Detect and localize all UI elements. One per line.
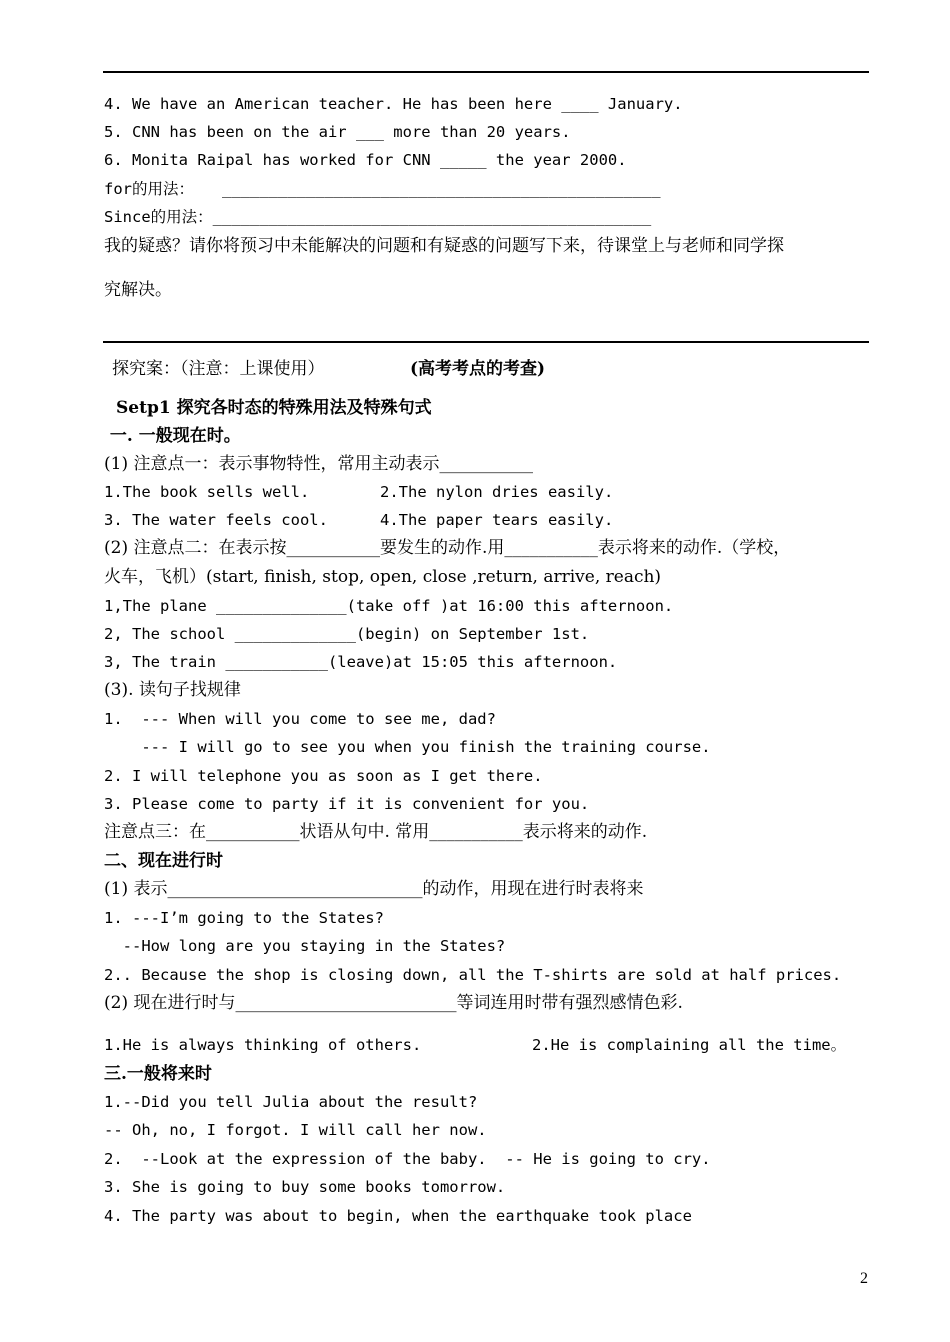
section-head-left: 探究案：（注意：上课使用）: [112, 359, 325, 379]
part1-note3: (3). 读句子找规律: [104, 680, 241, 700]
example-line: 1.The book sells well.: [104, 483, 310, 501]
part2-title: 二、现在进行时: [104, 851, 223, 871]
read-line: 2. I will telephone you as soon as I get there.: [104, 767, 543, 785]
example-line: 1. ---I’m going to the States?: [104, 909, 384, 927]
read-line: 3. Please come to party if it is convenient for you.: [104, 795, 590, 813]
part1-title: 一. 一般现在时。: [104, 426, 241, 446]
fill-line: 1,The plane ______________(take off )at 16:00 this afternoon.: [104, 597, 674, 615]
doubt-line: 究解决。: [104, 280, 172, 300]
fill-line: 3, The train ___________(leave)at 15:05 this afternoon.: [104, 653, 618, 671]
part1-note1: (1) 注意点一：表示事物特性，常用主动表示___________: [104, 454, 533, 474]
example-line: -- Oh, no, I forgot. I will call her now.: [104, 1121, 487, 1139]
example-line: 3. The water feels cool.: [104, 511, 328, 529]
part2-note1: (1) 表示______________________________的动作，用现在进行时表将来: [104, 879, 644, 899]
example-line: 2.The nylon dries easily.: [380, 483, 614, 501]
for-usage-line: for的用法： _______________________________________________: [104, 180, 661, 198]
since-usage-line: Since的用法：_______________________________________________: [104, 208, 652, 226]
exercise-line: 4. We have an American teacher. He has been here ____ January.: [104, 95, 683, 113]
exercise-line: 5. CNN has been on the air ___ more than 20 years.: [104, 123, 571, 141]
exercise-line: 6. Monita Raipal has worked for CNN _____ the year 2000.: [104, 151, 627, 169]
doubt-line: 我的疑惑？请你将预习中未能解决的问题和有疑惑的问题写下来，待课堂上与老师和同学探: [104, 236, 784, 256]
part3-title: 三.一般将来时: [104, 1064, 212, 1084]
example-line: 1.He is always thinking of others.: [104, 1036, 422, 1054]
example-line: 1.--Did you tell Julia about the result?: [104, 1093, 478, 1111]
part1-note2: (2) 注意点二：在表示按___________要发生的动作.用___________表示将来的动作.（学校，: [104, 538, 791, 558]
fill-line: 2, The school _____________(begin) on September 1st.: [104, 625, 590, 643]
middle-rule: [103, 341, 869, 343]
step1-title: Setp1 探究各时态的特殊用法及特殊句式: [116, 398, 432, 418]
example-line: --How long are you staying in the States?: [104, 937, 506, 955]
read-line: 1. --- When will you come to see me, dad?: [104, 710, 496, 728]
example-line: 3. She is going to buy some books tomorrow.: [104, 1178, 506, 1196]
page-number: 2: [860, 1270, 868, 1287]
read-line: --- I will go to see you when you finish the training course.: [104, 738, 711, 756]
example-line: 2.He is complaining all the time。: [532, 1036, 847, 1054]
example-line: 4. The party was about to begin, when the earthquake took place: [104, 1207, 692, 1225]
example-line: 4.The paper tears easily.: [380, 511, 614, 529]
section-head-right: (高考考点的考查): [410, 359, 546, 379]
part1-note2: 火车，飞机）(start, finish, stop, open, close ,return, arrive, reach): [104, 567, 662, 587]
part2-note2: (2) 现在进行时与__________________________等词连用时带有强烈感情色彩.: [104, 993, 683, 1013]
example-line: 2. --Look at the expression of the baby. -- He is going to cry.: [104, 1150, 711, 1168]
top-rule: [103, 71, 869, 73]
example-line: 2.. Because the shop is closing down, all the T-shirts are sold at half prices.: [104, 966, 842, 984]
part1-note4: 注意点三：在___________状语从句中. 常用___________表示将来的动作.: [104, 822, 648, 842]
